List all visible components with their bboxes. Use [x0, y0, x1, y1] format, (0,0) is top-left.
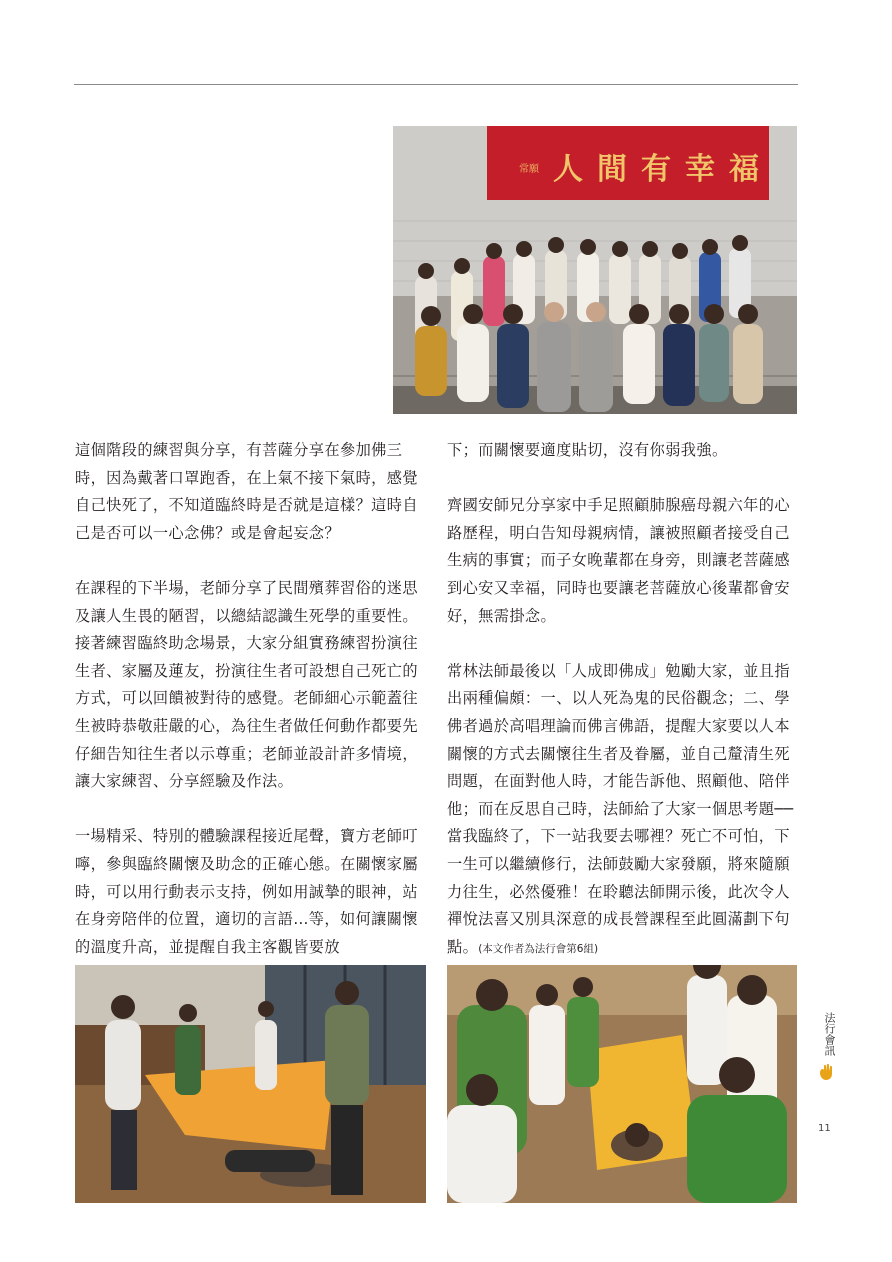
- practice-photo-right-illustration: [447, 965, 797, 1203]
- paragraph: 齊國安師兄分享家中手足照顧肺腺癌母親六年的心路歷程，明白告知母親病情，讓被照顧者接受自己生病的事實；而子女晚輩都在身旁，則讓老菩薩感到心安又幸福，同時也要讓老菩薩放心後輩都會安好，無需掛念。: [447, 496, 790, 625]
- left-column: [75, 437, 431, 989]
- paragraph: [447, 658, 800, 964]
- banner-text: 人間有幸福: [553, 152, 773, 187]
- group-photo: [393, 126, 797, 414]
- paragraph: 在課程的下半場，老師分享了民間殯葬習俗的迷思及讓人生畏的陋習，以總結認識生死學的重要性。接著練習臨終助念場景，大家分組實務練習扮演往生者、家屬及蓮友，扮演往生者可設想自己死亡的方式，可以回饋被對待的感覺。老師細心示範蓋往生被時恭敬莊嚴的心，為往生者做任何動作都要先仔細告知往生者以示尊重；老師並設計許多情境，讓大家練習、分享經驗及作法。: [75, 578, 418, 791]
- practice-photo-left-illustration: [75, 965, 426, 1203]
- banner-small-text: 常願: [519, 164, 539, 175]
- hand-logo-icon: [818, 1063, 836, 1081]
- magazine-name: 法行會訊: [823, 1012, 836, 1056]
- right-column: [447, 437, 800, 963]
- paragraph: 這個階段的練習與分享，有菩薩分享在參加佛三時，因為戴著口罩跑香，在上氣不接下氣時，感覺自己快死了，不知道臨終時是否就是這樣？這時自己是否可以一心念佛？或是會起妄念？: [75, 441, 418, 542]
- page-number: 11: [818, 1123, 831, 1134]
- paragraph: 下；而關懷要適度貼切，沒有你弱我強。: [447, 441, 728, 459]
- byline: (本文作者為法行會第6組): [478, 942, 599, 955]
- paragraph: 一場精采、特別的體驗課程接近尾聲，寶方老師叮嚀，參與臨終關懷及助念的正確心態。在關懷家屬時，可以用行動表示支持，例如用誠摯的眼神，站在身旁陪伴的位置，適切的言語…等，如何讓關懷的溫度升高，並提醒自我主客觀皆要放: [75, 827, 418, 956]
- practice-photo-right: [447, 965, 797, 1203]
- header-rule: [74, 84, 798, 85]
- practice-photo-left: [75, 965, 426, 1203]
- side-branding: [818, 1012, 840, 1056]
- paragraph-text: 常林法師最後以「人成即佛成」勉勵大家，並且指出兩種偏頗：一、以人死為鬼的民俗觀念；二、學佛者過於高唱理論而佛言佛語，提醒大家要以人本關懷的方式去關懷往生者及眷屬，並自己釐清生死問題，在面對他人時，才能告訴他、照顧他、陪伴他；而在反思自己時，法師給了大家一個思考題──當我臨終了，下一站我要去哪裡？死亡不可怕，下一生可以繼續修行，法師鼓勵大家發願，將來隨願力往生，必然優雅！在聆聽法師開示後，此次令人禪悅法喜又別具深意的成長營課程至此圓滿劃下句點。: [447, 661, 794, 956]
